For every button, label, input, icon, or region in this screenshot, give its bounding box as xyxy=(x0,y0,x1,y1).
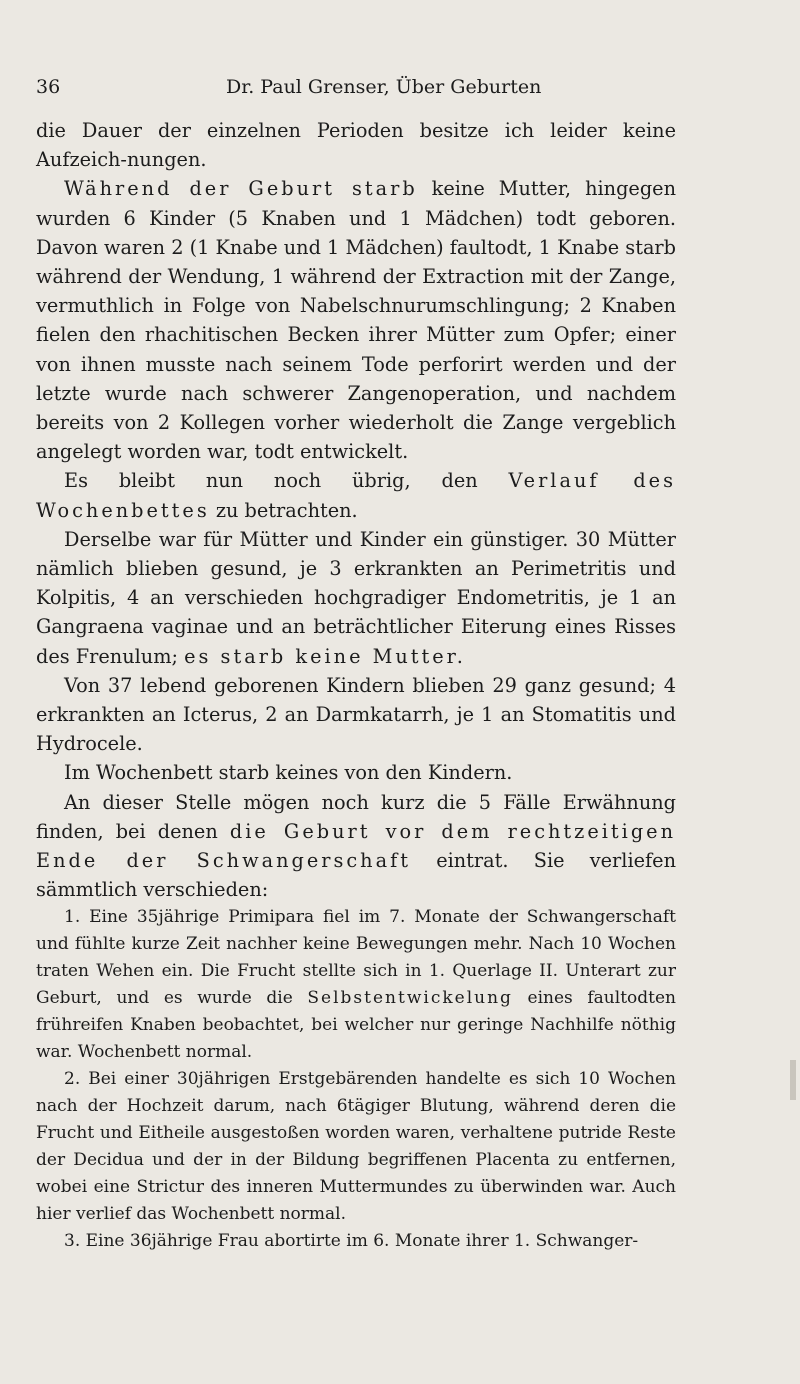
running-head xyxy=(226,76,541,98)
text-run: Derselbe war für Mütter und Kinder ein günstiger. 30 Mütter nämlich blieben gesund, je 3 erkrankten an Perimetritis und Kolpitis, 4 an verschieden hochgradiger Endometritis, je 1 an Gangraena vaginae und an beträchtlicher Eiterung eines Risses des Frenulum; xyxy=(36,527,676,668)
running-head-title: Über Geburten xyxy=(395,76,542,98)
text-run: Im Wochenbett starb keines von den Kindern. xyxy=(64,761,513,785)
case-item xyxy=(36,1228,676,1255)
paragraph xyxy=(36,466,676,524)
paragraph xyxy=(36,758,676,787)
spaced-emphasis: Verlauf des Wochenbettes xyxy=(36,469,676,522)
text-run: 3. Eine 36jährige Frau abortirte im 6. Monate ihrer 1. Schwanger- xyxy=(64,1231,639,1252)
paragraph xyxy=(36,525,676,671)
text-run: keine Mutter, hingegen wurden 6 Kinder (5 Knaben und 1 Mädchen) todt geboren. Davon waren 2 (1 Knabe und 1 Mädchen) faultodt, 1 Knabe starb während der Wendung, 1 während der Extraction mit der Zange, vermuthlich in Folge von Nabelschnurumschlingung; 2 Knaben fielen den rhachitischen Becken ihrer Mütter zum Opfer; einer von ihnen musste nach seinem Tode perforirt werden und der letzte wurde nach schwerer Zangenoperation, und nachdem bereits von 2 Kollegen vorher wiederholt die Zange vergeblich angelegt worden war, todt entwickelt. xyxy=(36,177,676,464)
page-body xyxy=(36,116,676,1255)
text-run: 2. Bei einer 30jährigen Erstgebärenden handelte es sich 10 Wochen nach der Hochzeit darum, nach 6tägiger Blutung, während deren die Frucht und Eitheile ausgestoßen worden waren, verhaltene putride Reste der Decidua und der in der Bildung begriffenen Placenta zu entfernen, wobei eine Strictur des inneren Muttermundes zu überwinden war. Auch hier verlief das Wochenbett normal. xyxy=(36,1069,676,1225)
page-header xyxy=(36,72,676,108)
spaced-emphasis: es starb keine Mutter. xyxy=(184,644,466,668)
text-run: die Dauer der einzelnen Perioden besitze ich leider keine Aufzeich-nungen. xyxy=(36,119,676,172)
page-edge-shadow xyxy=(790,1060,796,1100)
paragraph xyxy=(36,174,676,466)
paragraph xyxy=(36,116,676,174)
spaced-emphasis: Während der Geburt starb xyxy=(64,177,418,201)
text-run: An dieser Stelle mögen noch kurz die 5 Fälle Erwähnung finden, bei denen xyxy=(36,790,676,843)
page-number: 36 xyxy=(36,76,61,98)
text-run: Von 37 lebend geborenen Kindern blieben 29 ganz gesund; 4 erkrankten an Icterus, 2 an Darmkatarrh, je 1 an Stomatitis und Hydrocele. xyxy=(36,673,676,756)
spaced-emphasis: Selbstentwickelung xyxy=(307,988,513,1009)
text-run: eintrat. Sie verliefen sämmtlich verschieden: xyxy=(36,849,676,902)
text-run: eines faultodten frühreifen Knaben beobachtet, bei welcher nur geringe Nachhilfe nöthig war. Wochenbett normal. xyxy=(36,988,676,1063)
paragraph xyxy=(36,671,676,759)
case-item xyxy=(36,904,676,1066)
text-run: Es bleibt nun noch übrig, den xyxy=(64,469,509,493)
text-run: zu betrachten. xyxy=(209,498,358,522)
paragraph xyxy=(36,788,676,905)
running-head-author: Dr. Paul Grenser, xyxy=(226,76,390,98)
spaced-emphasis: die Geburt vor dem rechtzeitigen Ende der Schwangerschaft xyxy=(36,819,676,873)
text-run: 1. Eine 35jährige Primipara fiel im 7. Monate der Schwangerschaft und fühlte kurze Zeit nachher keine Bewegungen mehr. Nach 10 Wochen traten Wehen ein. Die Frucht stellte sich in 1. Querlage II. Unterart zur Geburt, und es wurde die xyxy=(36,907,676,1009)
case-item xyxy=(36,1066,676,1228)
